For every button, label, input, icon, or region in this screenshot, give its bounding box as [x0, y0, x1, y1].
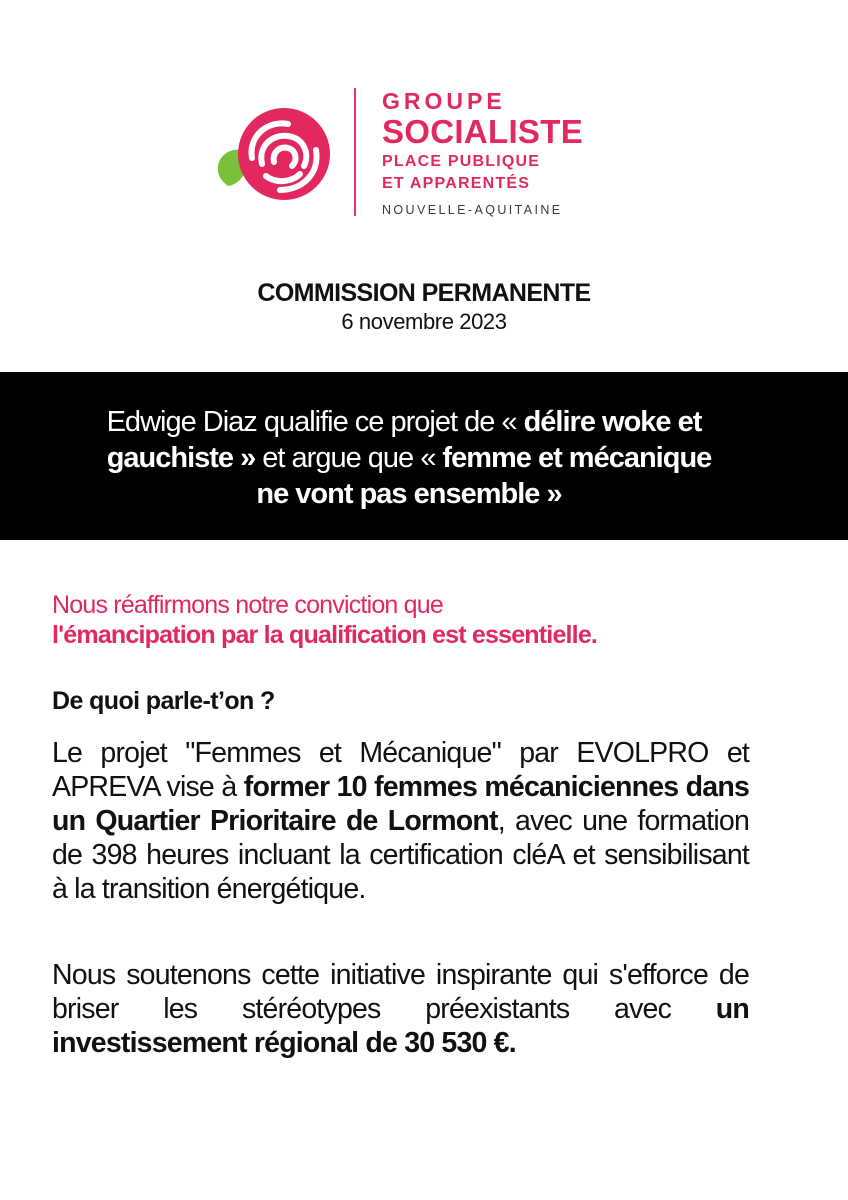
brand-name-line2: SOCIALISTE	[382, 113, 584, 150]
conviction-line1: Nous réaffirmons notre conviction que	[52, 591, 443, 619]
quote-line-1	[0, 404, 848, 440]
quote-line1-plain: Edwige Diaz qualifie ce projet de «	[106, 406, 524, 438]
rose-icon	[214, 106, 336, 206]
conviction-line2	[52, 620, 749, 650]
quote-line2-bold-b: femme et mécanique	[442, 442, 712, 474]
para1-bold: former 10 femmes mécaniciennes dans un Quartier Prioritaire de Lormont	[52, 771, 749, 837]
para2-text: Nous soutenons cette initiative inspirante qui s'efforce de briser les stéréotypes préexistants avec	[52, 959, 749, 1025]
brand-subtitle-line2: ET APPARENTÉS	[382, 175, 531, 192]
quote-banner	[0, 372, 848, 540]
conviction-statement	[52, 590, 749, 650]
quote-line-2	[0, 440, 848, 476]
commission-header	[0, 278, 848, 336]
quote-line2-plain: et argue que «	[255, 442, 443, 474]
quote-line1-bold: délire woke et	[523, 406, 702, 438]
logo-divider	[354, 88, 356, 216]
support-statement	[52, 958, 749, 1060]
logo-text	[382, 88, 583, 217]
para1-text-a: Le projet "Femmes et Mécanique" par EVOLPRO et APREVA vise à	[52, 737, 749, 803]
brand-name-line1: GROUPE	[382, 88, 506, 114]
quote-line-3	[0, 476, 848, 512]
logo	[214, 88, 614, 218]
project-description	[52, 736, 749, 906]
conviction-line2-bold: l'émancipation par la qualification est essentielle.	[52, 621, 598, 649]
quote-line3-bold: ne vont pas ensemble »	[256, 478, 562, 510]
brand-subtitle-line1: PLACE PUBLIQUE	[382, 153, 541, 170]
commission-title: COMMISSION PERMANENTE	[257, 279, 591, 307]
quote-line2-bold-a: gauchiste »	[106, 442, 256, 474]
section-question: De quoi parle-t’on ?	[52, 687, 275, 715]
brand-region: NOUVELLE-AQUITAINE	[382, 203, 563, 217]
quote-text	[0, 404, 848, 512]
para2-bold: un investissement régional de 30 530 €.	[52, 993, 749, 1059]
commission-date: 6 novembre 2023	[341, 309, 507, 334]
para1-text-b: , avec une formation de 398 heures incluant la certification cléA et sensibilisant à la transition énergétique.	[52, 805, 749, 905]
